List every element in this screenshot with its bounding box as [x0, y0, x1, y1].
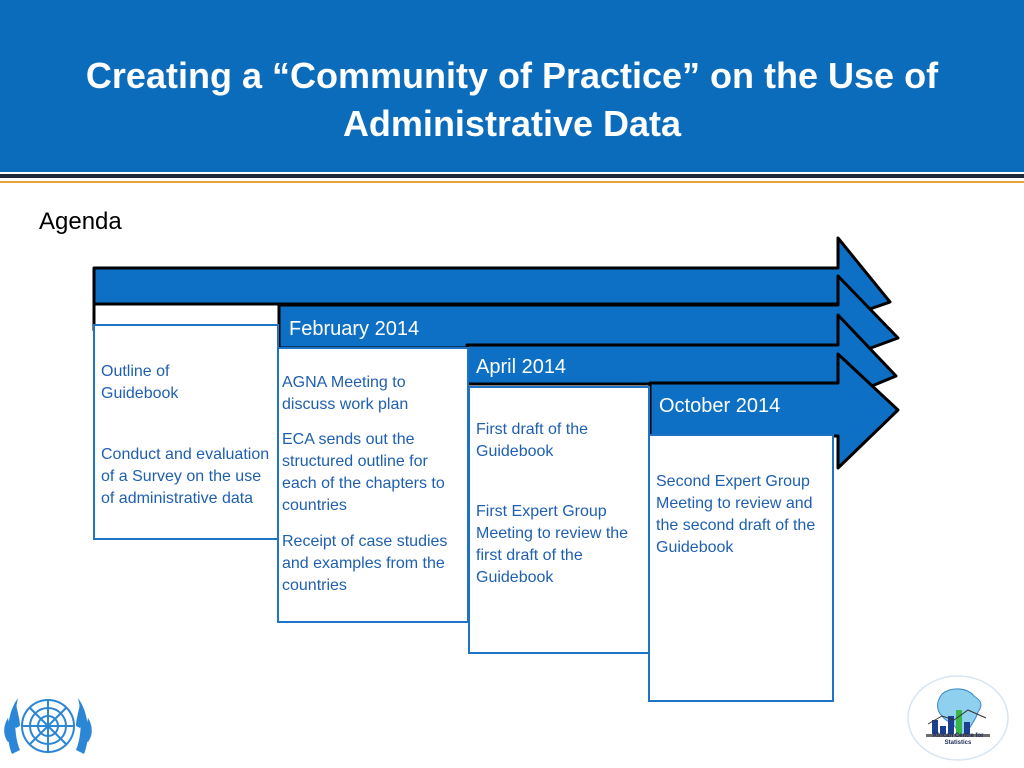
panel-4-item-1: Second Expert Group Meeting to review and the second draft of the Guidebook — [656, 473, 816, 556]
timeline-panel-3 — [468, 386, 650, 654]
panel-2-item-1: AGNA Meeting to discuss work plan — [282, 374, 409, 413]
panel-1-item-1: Outline of Guidebook — [101, 363, 179, 402]
timeline-label-april: April 2014 — [476, 356, 567, 378]
panel-2-item-2: ECA sends out the structured outline for each of the chapters to countries — [282, 431, 445, 514]
acs-logo-icon — [906, 674, 1010, 762]
timeline-panel-2 — [277, 347, 469, 623]
panel-2-item-3: Receipt of case studies and examples from the countries — [282, 533, 448, 594]
panel-3-item-2: First Expert Group Meeting to review the first draft of the Guidebook — [476, 503, 629, 586]
timeline-panel-1 — [93, 324, 279, 540]
agenda-heading: Agenda — [39, 208, 122, 235]
un-emblem-icon — [2, 684, 94, 768]
acs-logo-graphic — [906, 674, 1010, 762]
timeline-label-february: February 2014 — [289, 318, 420, 340]
acs-logo-caption-2: Statistics — [944, 740, 972, 746]
timeline-label-october: October 2014 — [659, 395, 781, 417]
panel-3-item-1: First draft of the Guidebook — [476, 421, 589, 460]
timeline-panel-4 — [648, 434, 834, 702]
panel-1-item-2: Conduct and evaluation of a Survey on the use of administrative data — [101, 446, 270, 507]
slide-title: Creating a “Community of Practice” on the Use of Administrative Data — [85, 55, 939, 144]
acs-logo-caption-1: African Centre for — [932, 733, 984, 739]
